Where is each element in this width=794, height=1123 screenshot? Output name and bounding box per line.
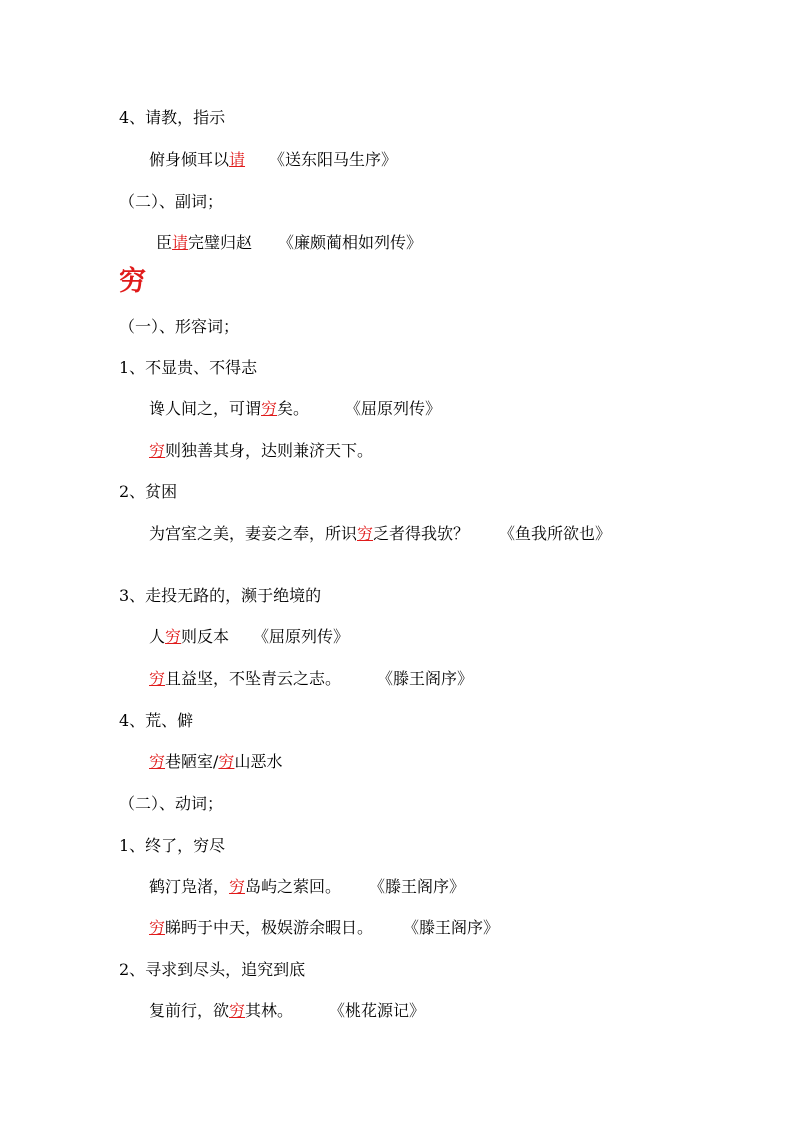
source-title: 《滕王阁序》 [377,669,474,688]
source-title: 《屈原列传》 [345,399,442,418]
example-text: 岛屿之萦回。 [245,877,342,896]
highlighted-char: 穷 [165,627,182,646]
section-heading-adverb: （二）、副词； [119,192,224,211]
source-title: 《鱼我所欲也》 [499,524,612,543]
example-line [149,1001,425,1021]
example-line [156,233,422,253]
example-line [149,441,373,461]
example-line [149,627,349,647]
source-title: 《屈原列传》 [253,627,350,646]
section-heading-verb: （二）、动词； [119,794,224,813]
highlighted-char: 穷 [149,441,166,460]
source-title: 《送东阳马生序》 [269,150,398,169]
verb-sense-heading-2: 2、寻求到尽头，追究到底 [119,960,306,979]
example-text: 巷陋室/ [165,752,219,771]
highlighted-char: 穷 [149,752,166,771]
highlighted-char: 请 [172,233,189,252]
highlighted-char: 穷 [229,877,246,896]
example-line [149,150,397,170]
highlighted-char: 穷 [149,669,166,688]
example-text: 人 [149,627,166,646]
example-text: 俯身倾耳以 [149,150,230,169]
example-text: 为宫室之美，妻妾之奉，所识 [149,524,358,543]
sense-heading-4: 4、荒、僻 [119,711,194,730]
example-text: 矣。 [277,399,310,418]
example-text: 则反本 [181,627,230,646]
sense-heading-4-qing: 4、请教，指示 [119,108,226,127]
source-title: 《滕王阁序》 [403,918,500,937]
example-text: 且益坚，不坠青云之志。 [165,669,342,688]
example-text: 复前行，欲 [149,1001,230,1020]
example-line [149,524,611,544]
example-text: 完璧归赵 [188,233,253,252]
example-text: 臣 [156,233,173,252]
verb-sense-heading-1: 1、终了，穷尽 [119,836,226,855]
example-line [149,918,499,938]
example-line [149,877,465,897]
highlighted-char: 穷 [149,918,166,937]
section-heading-adjective: （一）、形容词； [119,317,240,336]
sense-heading-1: 1、不显贵、不得志 [119,358,258,377]
example-text: 山恶水 [234,752,283,771]
example-text: 则独善其身，达则兼济天下。 [165,441,374,460]
example-text: 谗人间之，可谓 [149,399,262,418]
example-text: 睇眄于中天，极娱游余暇日。 [165,918,374,937]
source-title: 《滕王阁序》 [369,877,466,896]
example-text: 乏者得我欤？ [373,524,470,543]
sense-heading-2: 2、贫困 [119,482,178,501]
example-text: 其林。 [245,1001,294,1020]
example-line [149,399,441,419]
highlighted-char: 穷 [229,1001,246,1020]
example-line [149,669,473,689]
source-title: 《廉颇蔺相如列传》 [278,233,423,252]
highlighted-char: 请 [229,150,246,169]
highlighted-char: 穷 [218,752,235,771]
entry-character: 穷 [119,266,146,297]
sense-heading-3: 3、走投无路的，濒于绝境的 [119,586,322,605]
highlighted-char: 穷 [357,524,374,543]
example-text: 鹤汀凫渚， [149,877,230,896]
source-title: 《桃花源记》 [329,1001,426,1020]
highlighted-char: 穷 [261,399,278,418]
example-line [149,752,282,772]
